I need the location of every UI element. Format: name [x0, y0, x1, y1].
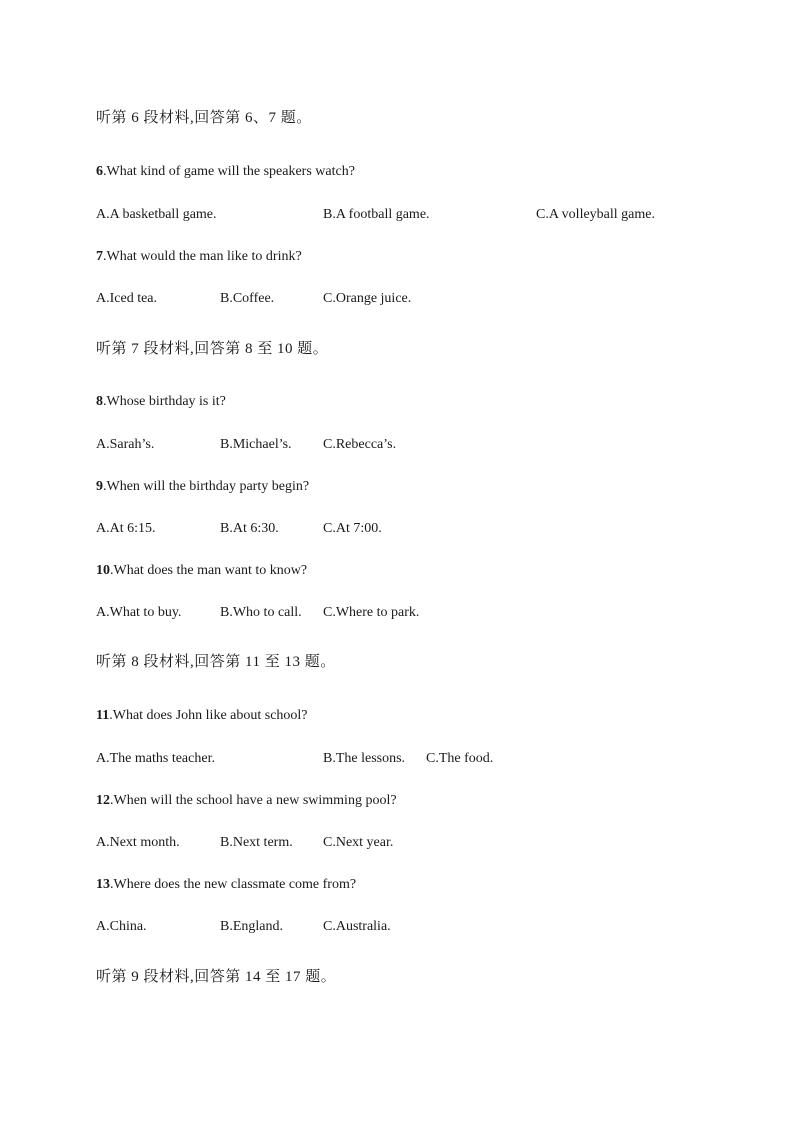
- question-text: .Where does the new classmate come from?: [110, 877, 357, 892]
- question-11: [96, 706, 308, 726]
- question-7: [96, 247, 302, 267]
- question-text: .What does John like about school?: [109, 708, 308, 723]
- question-number: 13: [96, 877, 110, 892]
- option-b: B.A football game.: [323, 207, 430, 222]
- option-a: A.At 6:15.: [96, 521, 156, 536]
- section-header: 听第 9 段材料,回答第 14 至 17 题。: [96, 969, 337, 985]
- option-a: A.China.: [96, 919, 147, 934]
- option-c: C.Next year.: [323, 835, 394, 850]
- option-c: C.Where to park.: [323, 605, 420, 620]
- question-number: 6: [96, 164, 103, 179]
- question-number: 12: [96, 793, 110, 808]
- option-c: C.A volleyball game.: [536, 207, 655, 222]
- question-text: .What would the man like to drink?: [103, 249, 302, 264]
- section-header: 听第 6 段材料,回答第 6、7 题。: [96, 110, 312, 126]
- option-b: B.The lessons.: [323, 751, 406, 766]
- option-a: A.Next month.: [96, 835, 180, 850]
- question-number: 9: [96, 479, 103, 494]
- question-text: .When will the birthday party begin?: [103, 479, 310, 494]
- option-b: B.Coffee.: [220, 291, 275, 306]
- question-12: [96, 791, 397, 811]
- option-b: B.Michael’s.: [220, 437, 292, 452]
- question-13: [96, 875, 356, 895]
- section-header: 听第 7 段材料,回答第 8 至 10 题。: [96, 341, 329, 357]
- question-text: .Whose birthday is it?: [103, 394, 226, 409]
- option-a: A.Sarah’s.: [96, 437, 155, 452]
- question-number: 10: [96, 563, 110, 578]
- question-text: .When will the school have a new swimming pool?: [110, 793, 397, 808]
- option-b: B.England.: [220, 919, 283, 934]
- question-text: .What does the man want to know?: [110, 563, 308, 578]
- section-header: 听第 8 段材料,回答第 11 至 13 题。: [96, 654, 336, 670]
- question-9: [96, 477, 309, 497]
- option-a: A.The maths teacher.: [96, 751, 215, 766]
- option-c: C.The food.: [426, 751, 494, 766]
- question-8: [96, 392, 226, 412]
- option-b: B.Next term.: [220, 835, 293, 850]
- question-number: 11: [96, 708, 110, 723]
- question-number: 7: [96, 249, 103, 264]
- question-10: [96, 561, 307, 581]
- option-c: C.At 7:00.: [323, 521, 382, 536]
- question-text: .What kind of game will the speakers watch?: [103, 164, 355, 179]
- option-a: A.A basketball game.: [96, 207, 217, 222]
- question-number: 8: [96, 394, 103, 409]
- option-a: A.What to buy.: [96, 605, 182, 620]
- option-b: B.Who to call.: [220, 605, 302, 620]
- option-a: A.Iced tea.: [96, 291, 158, 306]
- option-c: C.Orange juice.: [323, 291, 412, 306]
- option-c: C.Australia.: [323, 919, 391, 934]
- option-c: C.Rebecca’s.: [323, 437, 397, 452]
- question-6: [96, 162, 355, 182]
- option-b: B.At 6:30.: [220, 521, 279, 536]
